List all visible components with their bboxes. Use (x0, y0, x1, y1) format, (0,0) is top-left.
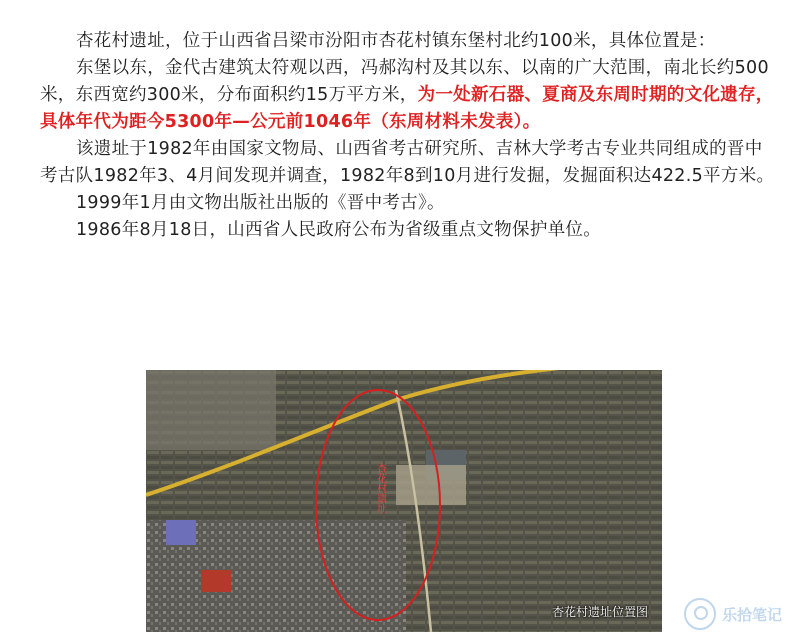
watermark-logo-icon (684, 598, 716, 630)
bare-ground (396, 465, 466, 505)
paragraph-location (40, 55, 780, 136)
location-text: 东堡以东，金代古建筑太符观以西，冯郝沟村及其以东、以南的广大范围，南北长约500米，东西宽约300米，分布面积约15万平方米， (40, 58, 769, 105)
site-location-map (146, 370, 662, 632)
paragraph-discovery: 该遗址于1982年由国家文物局、山西省考古研究所、吉林大学考古专业共同组成的晋中考古队1982年3、4月间发现并调查，1982年8到10月进行发掘，发掘面积达422.5平方米。 (40, 139, 775, 186)
watermark (684, 598, 782, 630)
northwest-area (146, 370, 276, 450)
highlight-text: 为一处新石器、夏商及东周时期的文化遗存，具体年代为距今5300年—公元前1046年（东周材料未发表）。 (40, 85, 774, 132)
map-caption: 杏花村遗址位置图 (551, 605, 648, 619)
blue-roof-buildings (166, 520, 196, 545)
watermark-text: 乐拾笔记 (721, 605, 782, 624)
paragraph-protection: 1986年8月18日，山西省人民政府公布为省级重点文物保护单位。 (76, 220, 602, 240)
satellite-image (146, 370, 662, 632)
red-roof-building (201, 570, 231, 592)
site-label: 杏花村遗址 (374, 463, 386, 513)
paragraph-intro: 杏花村遗址，位于山西省吕梁市汾阳市杏花村镇东堡村北约100米，具体位置是： (76, 31, 716, 51)
article-text (40, 28, 780, 244)
paragraph-publication: 1999年1月由文物出版社出版的《晋中考古》。 (76, 193, 445, 213)
